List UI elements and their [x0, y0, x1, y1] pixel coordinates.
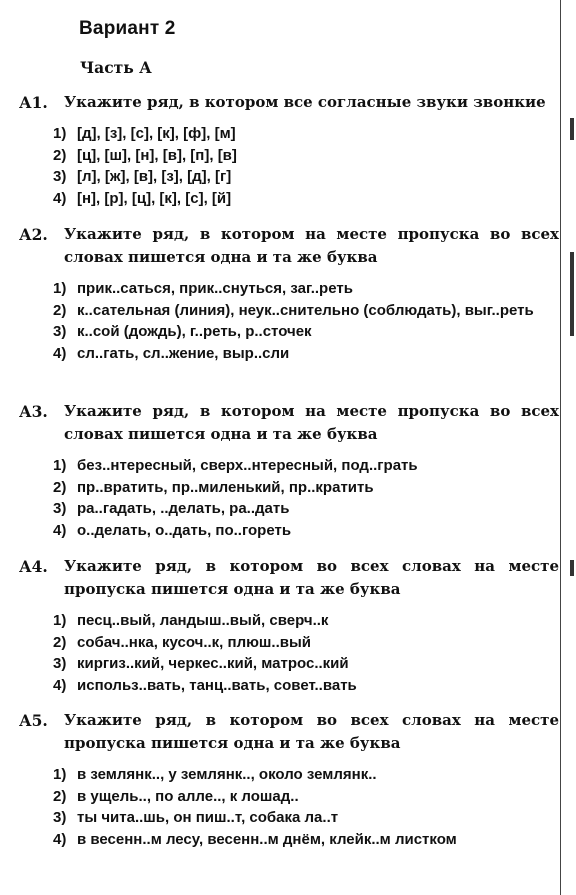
question-number: А3. — [19, 402, 48, 421]
option-text: пр..вратить, пр..миленький, пр..кратить — [77, 478, 374, 496]
question-number: А1. — [19, 93, 48, 112]
option-number: 4) — [53, 344, 67, 362]
option-text: к..сой (дождь), г..реть, р..сточек — [77, 323, 312, 340]
option-text: использ..вать, танц..вать, совет..вать — [77, 676, 357, 694]
answer-option[interactable] — [53, 632, 559, 654]
option-text: к..сательная (линия), неук..снительно (соблюдать), выг..реть — [77, 301, 534, 319]
answer-option[interactable] — [53, 455, 559, 477]
question-text: Укажите ряд, в котором на месте пропуска во всех словах пишется одна и та же буква — [64, 225, 559, 266]
option-number: 3) — [53, 168, 67, 185]
option-number: 1) — [53, 457, 67, 474]
option-number: 3) — [53, 500, 67, 517]
answer-options — [53, 455, 559, 541]
page-edge-rule — [560, 0, 561, 895]
option-number: 1) — [53, 766, 67, 783]
question-a1 — [19, 91, 559, 209]
answer-option[interactable] — [53, 278, 559, 300]
part-title: Часть А — [80, 58, 152, 77]
answer-options — [53, 610, 559, 696]
question-number: А4. — [19, 557, 48, 576]
option-text: ра..гадать, ..делать, ра..дать — [77, 500, 290, 517]
question-text: Укажите ряд, в котором во всех словах на месте пропуска пишется одна и та же буква — [64, 557, 559, 598]
option-number: 1) — [53, 612, 67, 629]
option-text: [н], [р], [ц], [к], [с], [й] — [77, 189, 232, 207]
option-text: песц..вый, ландыш..вый, сверч..к — [77, 612, 329, 629]
question-a2 — [19, 223, 559, 364]
question-text: Укажите ряд, в котором все согласные звуки звонкие — [64, 93, 546, 111]
question-text: Укажите ряд, в котором на месте пропуска во всех словах пишется одна и та же буква — [64, 402, 559, 443]
question-number: А2. — [19, 225, 48, 244]
option-text: [л], [ж], [в], [з], [д], [г] — [77, 168, 232, 185]
question-number: А5. — [19, 711, 48, 730]
option-number: 1) — [53, 280, 67, 297]
answer-option[interactable] — [53, 829, 559, 851]
answer-option[interactable] — [53, 786, 559, 808]
option-text: собач..нка, кусоч..к, плюш..вый — [77, 633, 312, 651]
option-number: 4) — [53, 521, 67, 539]
answer-option[interactable] — [53, 343, 559, 365]
option-text: [ц], [ш], [н], [в], [п], [в] — [77, 146, 237, 164]
variant-title: Вариант 2 — [79, 18, 176, 39]
option-number: 3) — [53, 655, 67, 672]
option-number: 2) — [53, 146, 67, 164]
binding-mark — [570, 118, 574, 140]
question-text: Укажите ряд, в котором во всех словах на месте пропуска пишется одна и та же буква — [64, 711, 559, 752]
option-text: в землянк.., у землянк.., около землянк.. — [77, 766, 377, 783]
answer-option[interactable] — [53, 477, 559, 499]
answer-option[interactable] — [53, 653, 559, 675]
option-text: без..нтересный, сверх..нтересный, под..грать — [77, 457, 418, 474]
option-text: [д], [з], [с], [к], [ф], [м] — [77, 125, 236, 142]
answer-option[interactable] — [53, 520, 559, 542]
option-number: 4) — [53, 189, 67, 207]
option-text: в ущель.., по алле.., к лошад.. — [77, 787, 299, 805]
question-a4 — [19, 555, 559, 696]
answer-options — [53, 123, 559, 209]
binding-mark — [570, 252, 574, 336]
question-a5 — [19, 709, 559, 850]
option-text: о..делать, о..дать, по..гореть — [77, 521, 292, 539]
answer-options — [53, 278, 559, 364]
option-number: 1) — [53, 125, 67, 142]
option-text: ты чита..шь, он пиш..т, собака ла..т — [77, 809, 339, 826]
option-number: 4) — [53, 676, 67, 694]
answer-option[interactable] — [53, 610, 559, 632]
answer-options — [53, 764, 559, 850]
answer-option[interactable] — [53, 807, 559, 829]
option-number: 3) — [53, 323, 67, 340]
option-text: сл..гать, сл..жение, выр..сли — [77, 344, 290, 362]
binding-mark — [570, 560, 574, 576]
answer-option[interactable] — [53, 764, 559, 786]
option-number: 2) — [53, 478, 67, 496]
option-number: 4) — [53, 830, 67, 848]
answer-option[interactable] — [53, 145, 559, 167]
answer-option[interactable] — [53, 498, 559, 520]
answer-option[interactable] — [53, 675, 559, 697]
option-text: киргиз..кий, черкес..кий, матрос..кий — [77, 655, 349, 672]
option-number: 2) — [53, 787, 67, 805]
option-number: 2) — [53, 301, 67, 319]
answer-option[interactable] — [53, 300, 559, 322]
option-number: 2) — [53, 633, 67, 651]
answer-option[interactable] — [53, 188, 559, 210]
answer-option[interactable] — [53, 123, 559, 145]
answer-option[interactable] — [53, 321, 559, 343]
option-number: 3) — [53, 809, 67, 826]
question-a3 — [19, 400, 559, 541]
answer-option[interactable] — [53, 166, 559, 188]
option-text: в весенн..м лесу, весенн..м днём, клейк..м листком — [77, 830, 457, 848]
option-text: прик..саться, прик..снуться, заг..реть — [77, 280, 353, 297]
